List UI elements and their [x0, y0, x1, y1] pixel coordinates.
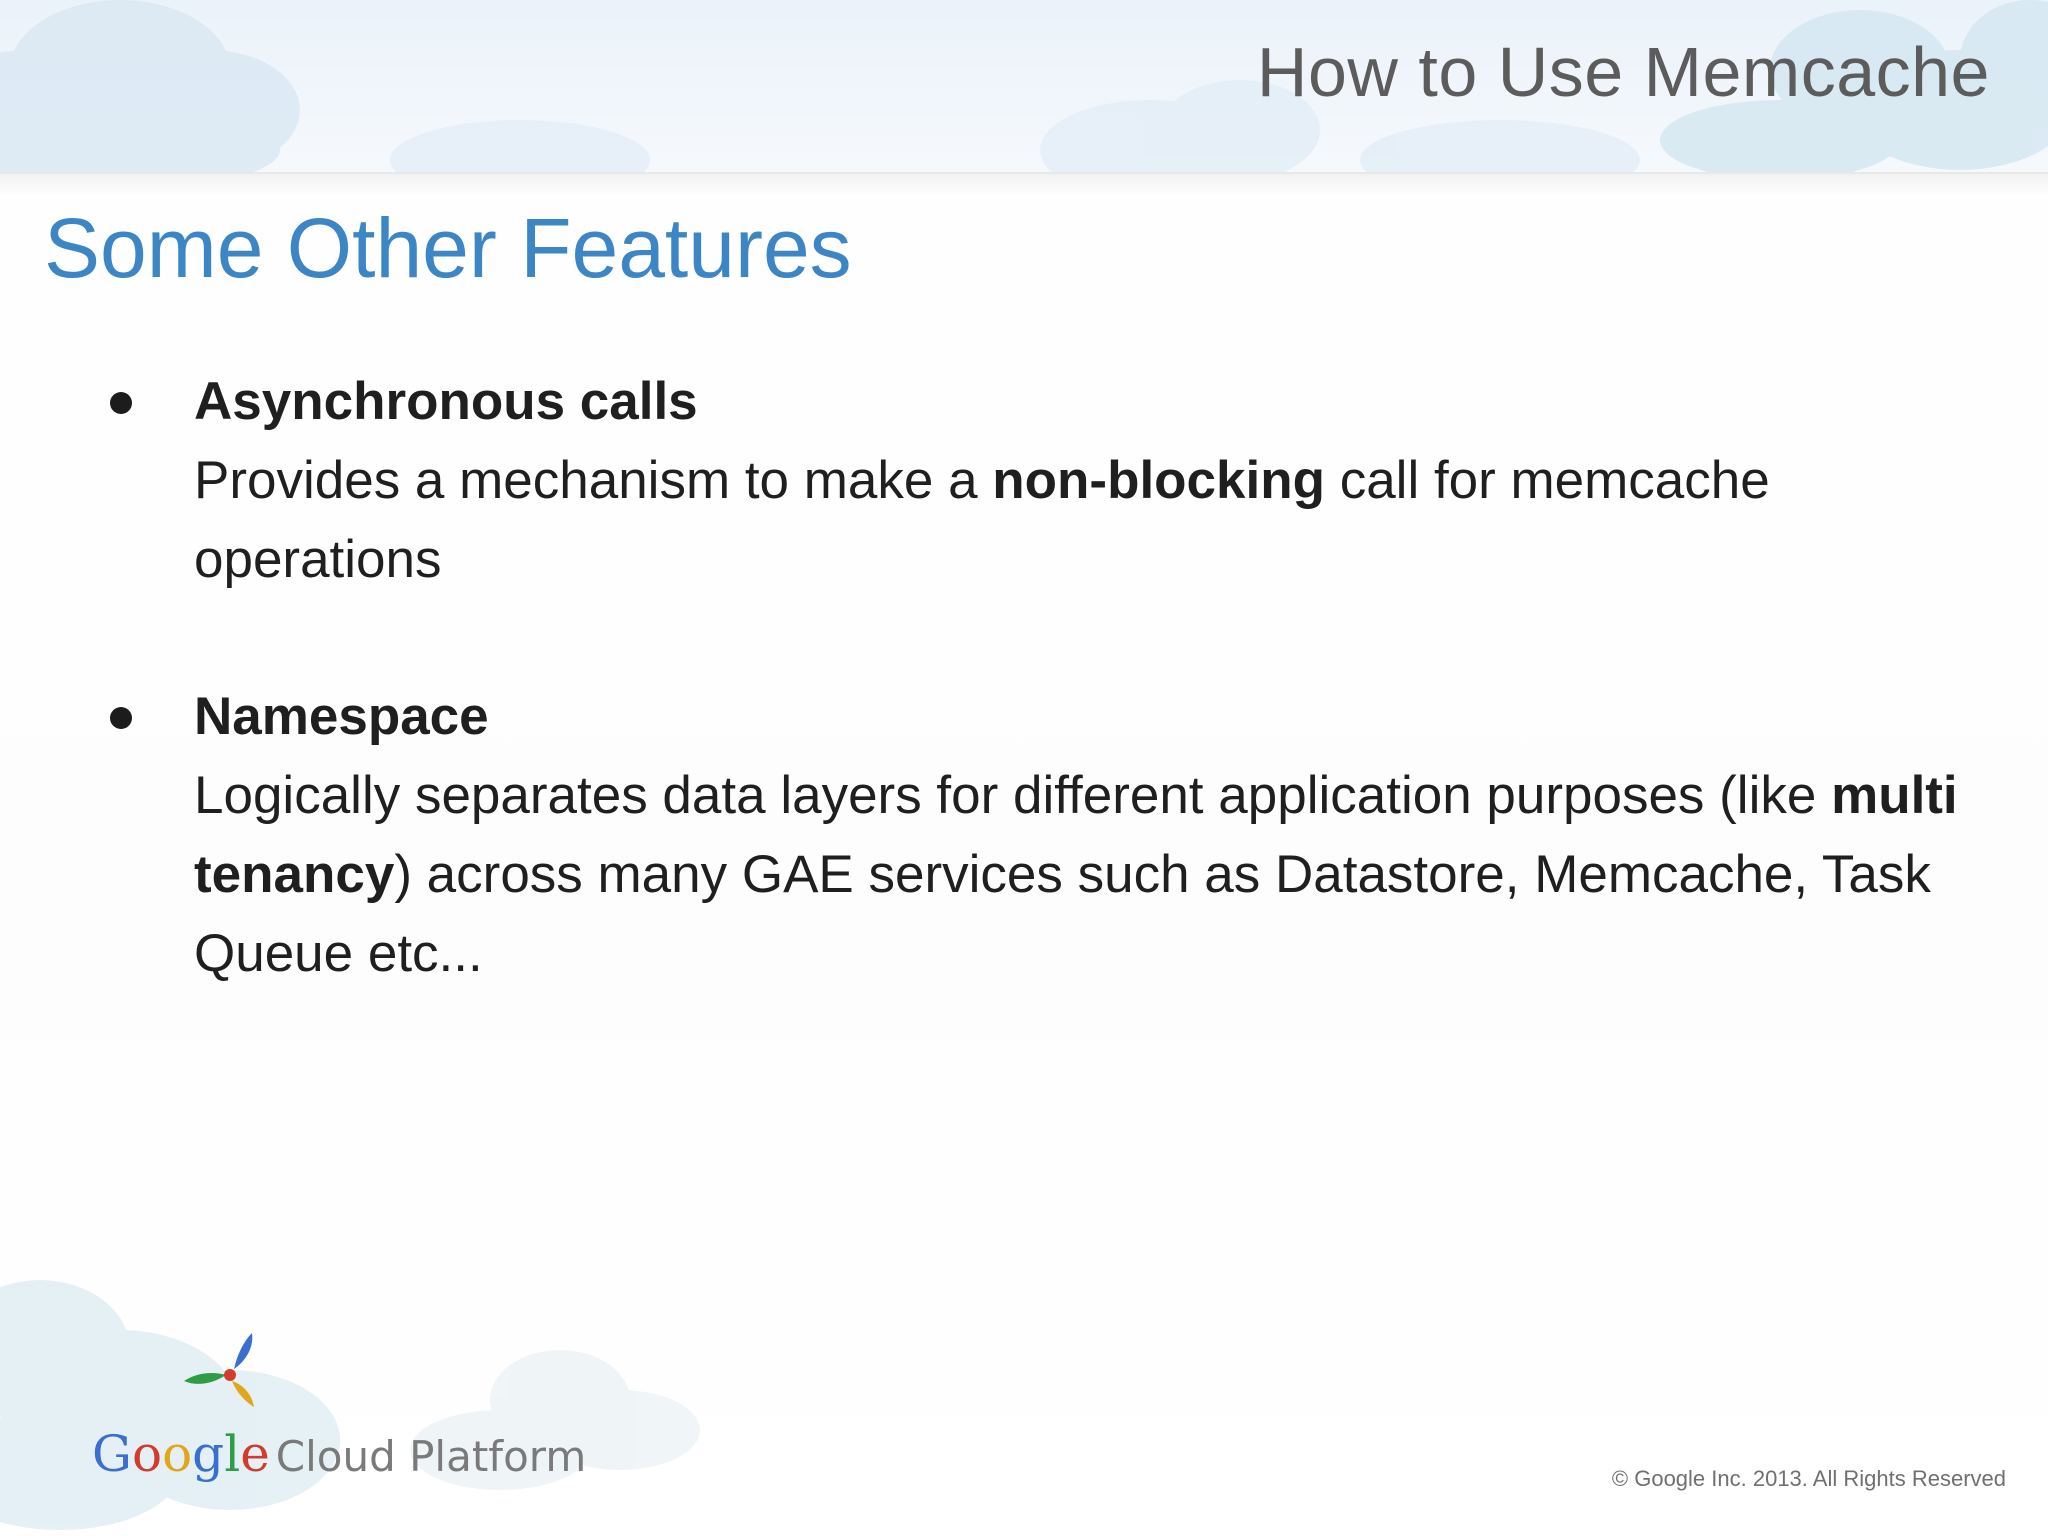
logo-wordmark: [92, 1425, 586, 1483]
pinwheel-icon: [176, 1325, 276, 1415]
slide-title: Some Other Features: [44, 201, 852, 295]
google-cloud-platform-logo: [92, 1325, 587, 1495]
header-shadow: [0, 174, 2048, 196]
bullet-dot-icon: [110, 392, 132, 414]
bullet-body-end: call for memcache operations: [194, 451, 1770, 589]
bullet-text: [194, 362, 1974, 599]
bullet-heading: Asynchronous calls: [194, 372, 698, 431]
deck-title: How to Use Memcache: [1256, 33, 1990, 111]
logo-product-name: Cloud Platform: [275, 1432, 587, 1481]
header-band: [0, 0, 2048, 174]
bullet-heading: Namespace: [194, 687, 489, 746]
bullet-body-end: ) across many GAE services such as Datastore, Memcache, Task Queue etc...: [194, 845, 1931, 983]
bullet-body-start: Logically separates data layers for different application purposes (like: [194, 766, 1832, 825]
bullet-body-emphasis: non-blocking: [992, 451, 1325, 510]
bullet-body-start: Provides a mechanism to make a: [194, 451, 993, 510]
google-wordmark: Google: [92, 1425, 270, 1483]
copyright-notice: © Google Inc. 2013. All Rights Reserved: [1611, 1466, 2006, 1491]
bullet-text: [194, 677, 1974, 993]
bullet-dot-icon: [110, 707, 132, 729]
bullet-body-emphasis: multi tenancy: [194, 766, 1958, 904]
